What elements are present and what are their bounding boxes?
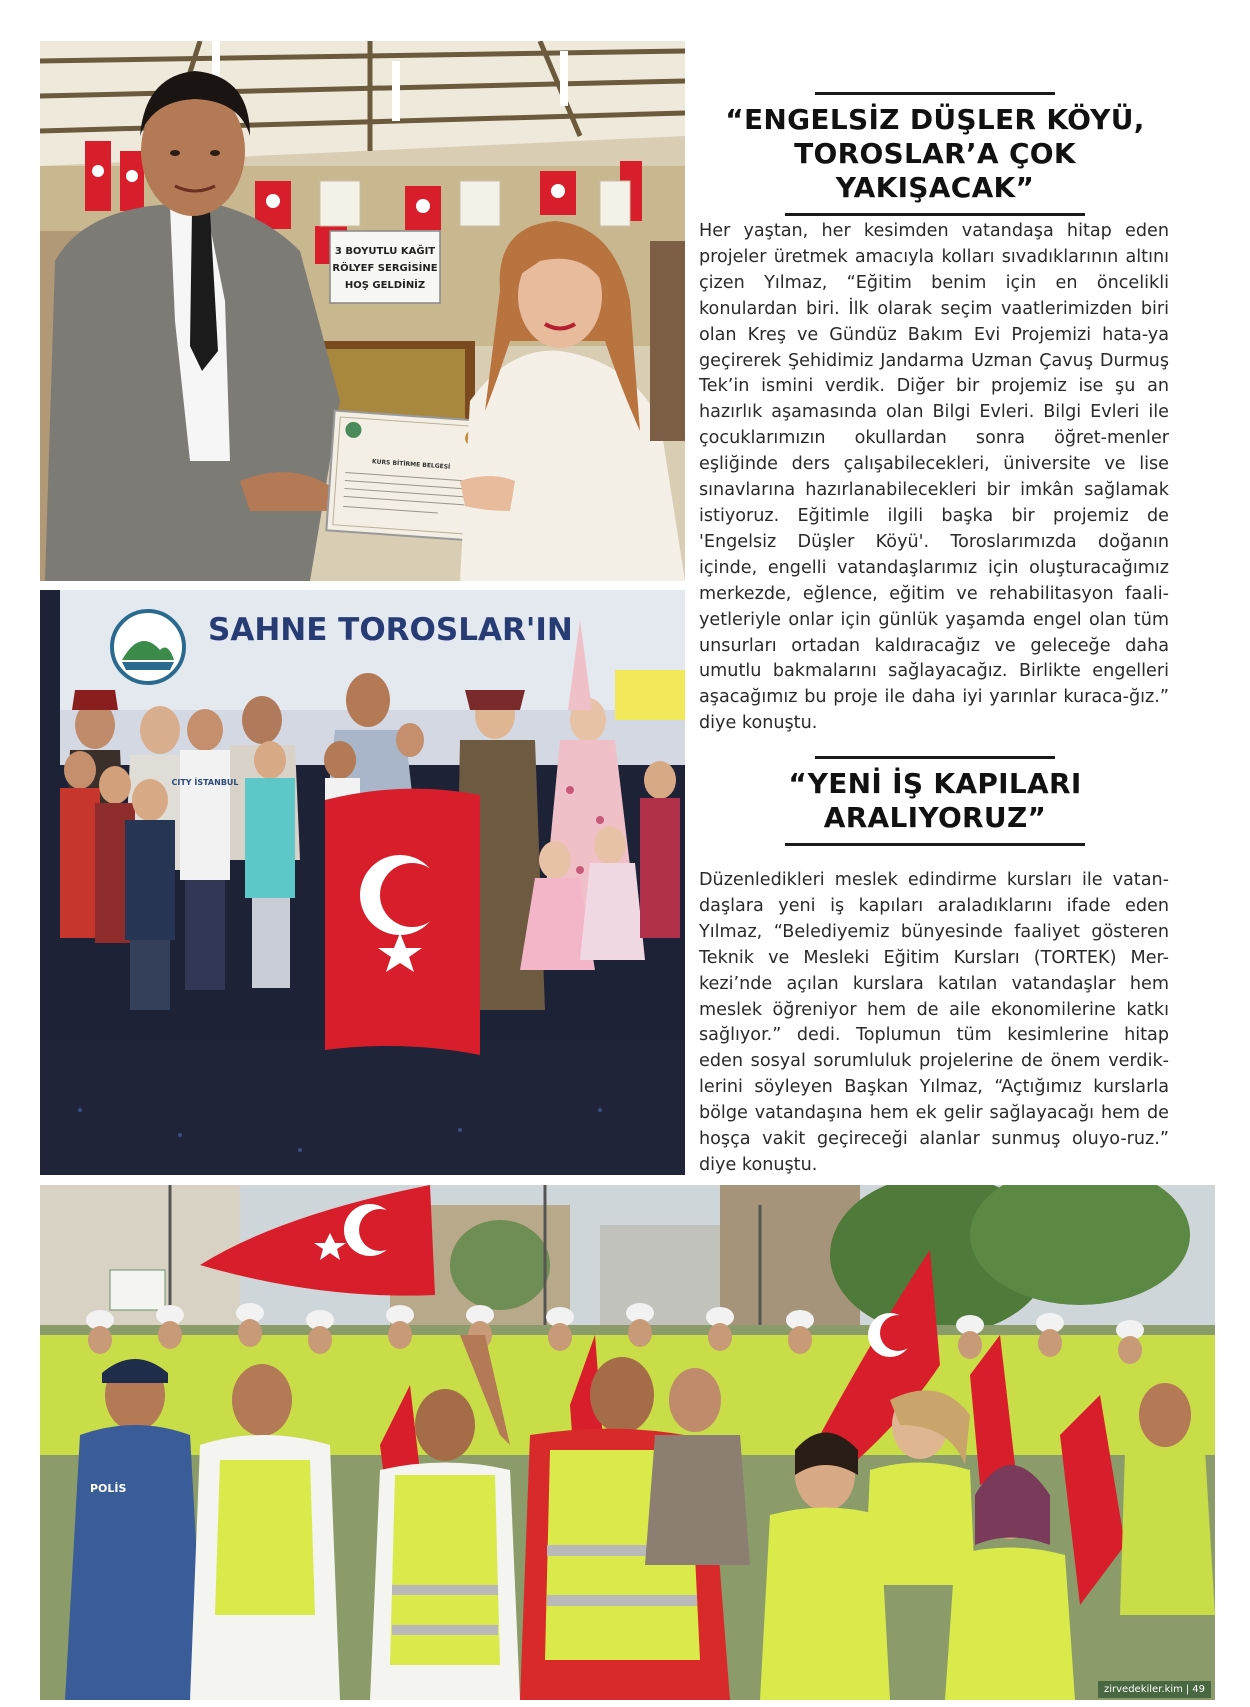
headline-line: ARALIYORUZ” bbox=[823, 801, 1047, 834]
headline-line: “YENİ İŞ KAPILARI bbox=[788, 767, 1082, 800]
heading-rule-top bbox=[815, 92, 1055, 95]
section-1-body bbox=[699, 219, 1169, 737]
photo-certificate-ceremony bbox=[40, 41, 685, 581]
stage-banner-text: SAHNE TOROSLAR'IN bbox=[208, 612, 573, 648]
headline-line: “ENGELSİZ DÜŞLER KÖYÜ, bbox=[725, 103, 1145, 136]
section-2-body bbox=[699, 868, 1169, 1179]
police-vest-text: POLİS bbox=[90, 1482, 127, 1495]
heading-rule-bottom bbox=[785, 843, 1085, 846]
heading-rule-bottom bbox=[785, 213, 1085, 216]
paragraph: Düzenledikleri meslek edindirme kursları ile vatan-daşlara yeni iş kapıları araladıklarını ifade eden Yılmaz, “Belediyemiz bünyesinde faaliyet gösteren Teknik ve Mesleki Eğitim Kursları (TORTEK) Mer-kezi’nde açılan kurslara katılan vatandaşlar hem meslek öğreniyor hem de aile ekonomilerine katkı sağlıyor.” dedi. Toplumun tüm kesimlerine hitap eden sosyal sorumluluk projelerine de önem verdik-lerini söyleyen Başkan Yılmaz, “Açtığımız kurslarla bölge vatandaşına hem ek gelir sağlayacağı hem de hoşça vakit geçireceği alanlar sunmuş oluyo-ruz.” diye konuştu. bbox=[699, 870, 1169, 1175]
photo-stage-performance bbox=[40, 590, 685, 1175]
heading-rule-top bbox=[815, 756, 1055, 759]
section-1-headline bbox=[700, 103, 1170, 205]
shirt-text: CITY İSTANBUL bbox=[171, 778, 239, 787]
paragraph: Her yaştan, her kesimden vatandaşa hitap eden projeler üretmek amacıyla kolları sıvadıklarının altını çizen Yılmaz, “Eğitim benim için en öncelikli konulardan biri. İlk olarak seçim vaatlerimizden biri olan Kreş ve Gündüz Bakım Evi Projemizi hata-ya geçirerek Şehidimiz Jandarma Uzman Çavuş Durmuş Tek’in ismini verdik. Diğer bir projemiz ise şu an hazırlık aşamasında olan Bilgi Evleri. Bilgi Evleri ile çocuklarımızın okullardan sonra öğret-menler eşliğinde ders çalışabilecekleri, üniversite ve lise sınavlarına hazırlanabilecekleri bir imkân sağlamak istiyoruz. Eğitimle ilgili başka bir projemiz de 'Engelsiz Düşler Köyü'. Toroslarımızda doğanın içinde, engelli vatandaşlarımız için oluşturacağımız merkezde, eğlence, eğitim ve rehabilitasyon faali-yetleriyle onlar için günlük yaşamda engel olan tüm unsurları ortadan kaldıracağız ve geleceğe daha umutlu bakmalarını sağlayacağız. Birlikte engelleri aşacağımız bu proje ile daha iyi yarınlar kuraca-ğız.” diye konuştu. bbox=[699, 221, 1169, 734]
sign-line-1: 3 BOYUTLU KAĞIT bbox=[334, 246, 436, 257]
footer-site: zirvedekiler.kim bbox=[1104, 1684, 1183, 1695]
page-footer: zirvedekiler.kim | 49 bbox=[1098, 1681, 1211, 1698]
sign-line-2: RÖLYEF SERGİSİNE bbox=[332, 263, 438, 274]
headline-line: TOROSLAR’A ÇOK YAKIŞACAK” bbox=[794, 137, 1076, 204]
section-1-heading bbox=[700, 92, 1170, 216]
page-number: 49 bbox=[1192, 1684, 1206, 1695]
certificate-title: KURS BİTİRME BELGESİ bbox=[371, 458, 451, 471]
photo-march-with-flags bbox=[40, 1185, 1215, 1700]
section-2-headline bbox=[700, 767, 1170, 835]
sign-line-3: HOŞ GELDİNİZ bbox=[344, 280, 426, 291]
section-2-heading bbox=[700, 756, 1170, 846]
